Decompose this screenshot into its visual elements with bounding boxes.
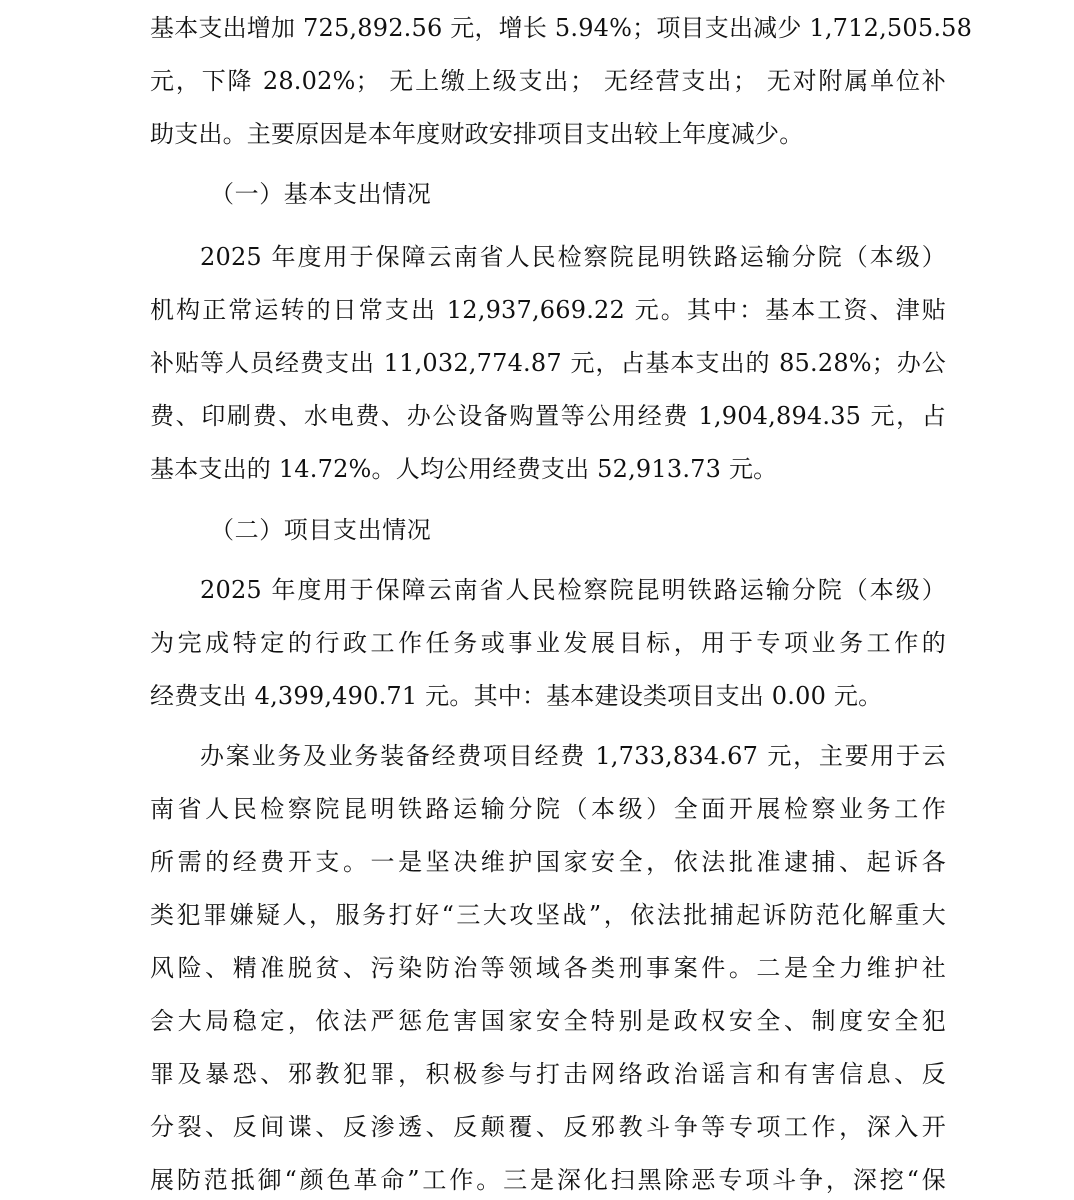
text-line: 分裂、反间谍、反渗透、反颠覆、反邪教斗争等专项工作，深入开: [150, 1113, 946, 1141]
text-line: 罪及暴恐、邪教犯罪，积极参与打击网络政治谣言和有害信息、反: [150, 1060, 946, 1088]
text-line: 经费支出 4,399,490.71 元。其中：基本建设类项目支出 0.00 元。: [150, 682, 883, 710]
text-line: 基本支出的 14.72%。人均公用经费支出 52,913.73 元。: [150, 455, 778, 483]
text-line: 费、印刷费、水电费、办公设备购置等公用经费 1,904,894.35 元，占: [150, 402, 946, 430]
text-line: 会大局稳定，依法严惩危害国家安全特别是政权安全、制度安全犯: [150, 1007, 946, 1035]
section-heading-basic-expenditure: （一）基本支出情况: [210, 180, 432, 208]
text-line: 展防范抵御“颜色革命”工作。三是深化扫黑除恶专项斗争，深挖“保: [150, 1166, 946, 1194]
text-line: 风险、精准脱贫、污染防治等领域各类刑事案件。二是全力维护社: [150, 954, 946, 982]
text-line: 南省人民检察院昆明铁路运输分院（本级）全面开展检察业务工作: [150, 795, 946, 823]
text-line: 办案业务及业务装备经费项目经费 1,733,834.67 元，主要用于云: [200, 742, 946, 770]
text-line: 补贴等人员经费支出 11,032,774.87 元，占基本支出的 85.28%；办公: [150, 349, 946, 377]
text-line: 机构正常运转的日常支出 12,937,669.22 元。其中：基本工资、津贴: [150, 296, 946, 324]
text-line: 基本支出增加 725,892.56 元，增长 5.94%；项目支出减少 1,712,505.58: [150, 14, 973, 42]
text-line: 助支出。主要原因是本年度财政安排项目支出较上年度减少。: [150, 120, 804, 148]
text-line: 类犯罪嫌疑人，服务打好“三大攻坚战”，依法批捕起诉防范化解重大: [150, 901, 946, 929]
text-line: 为完成特定的行政工作任务或事业发展目标，用于专项业务工作的: [150, 629, 946, 657]
text-line: 2025 年度用于保障云南省人民检察院昆明铁路运输分院（本级）: [200, 576, 946, 604]
text-line: 2025 年度用于保障云南省人民检察院昆明铁路运输分院（本级）: [200, 243, 946, 271]
text-line: 元，下降 28.02%； 无上缴上级支出； 无经营支出； 无对附属单位补: [150, 67, 946, 95]
text-line: 所需的经费开支。一是坚决维护国家安全，依法批准逮捕、起诉各: [150, 848, 946, 876]
section-heading-project-expenditure: （二）项目支出情况: [210, 516, 432, 544]
